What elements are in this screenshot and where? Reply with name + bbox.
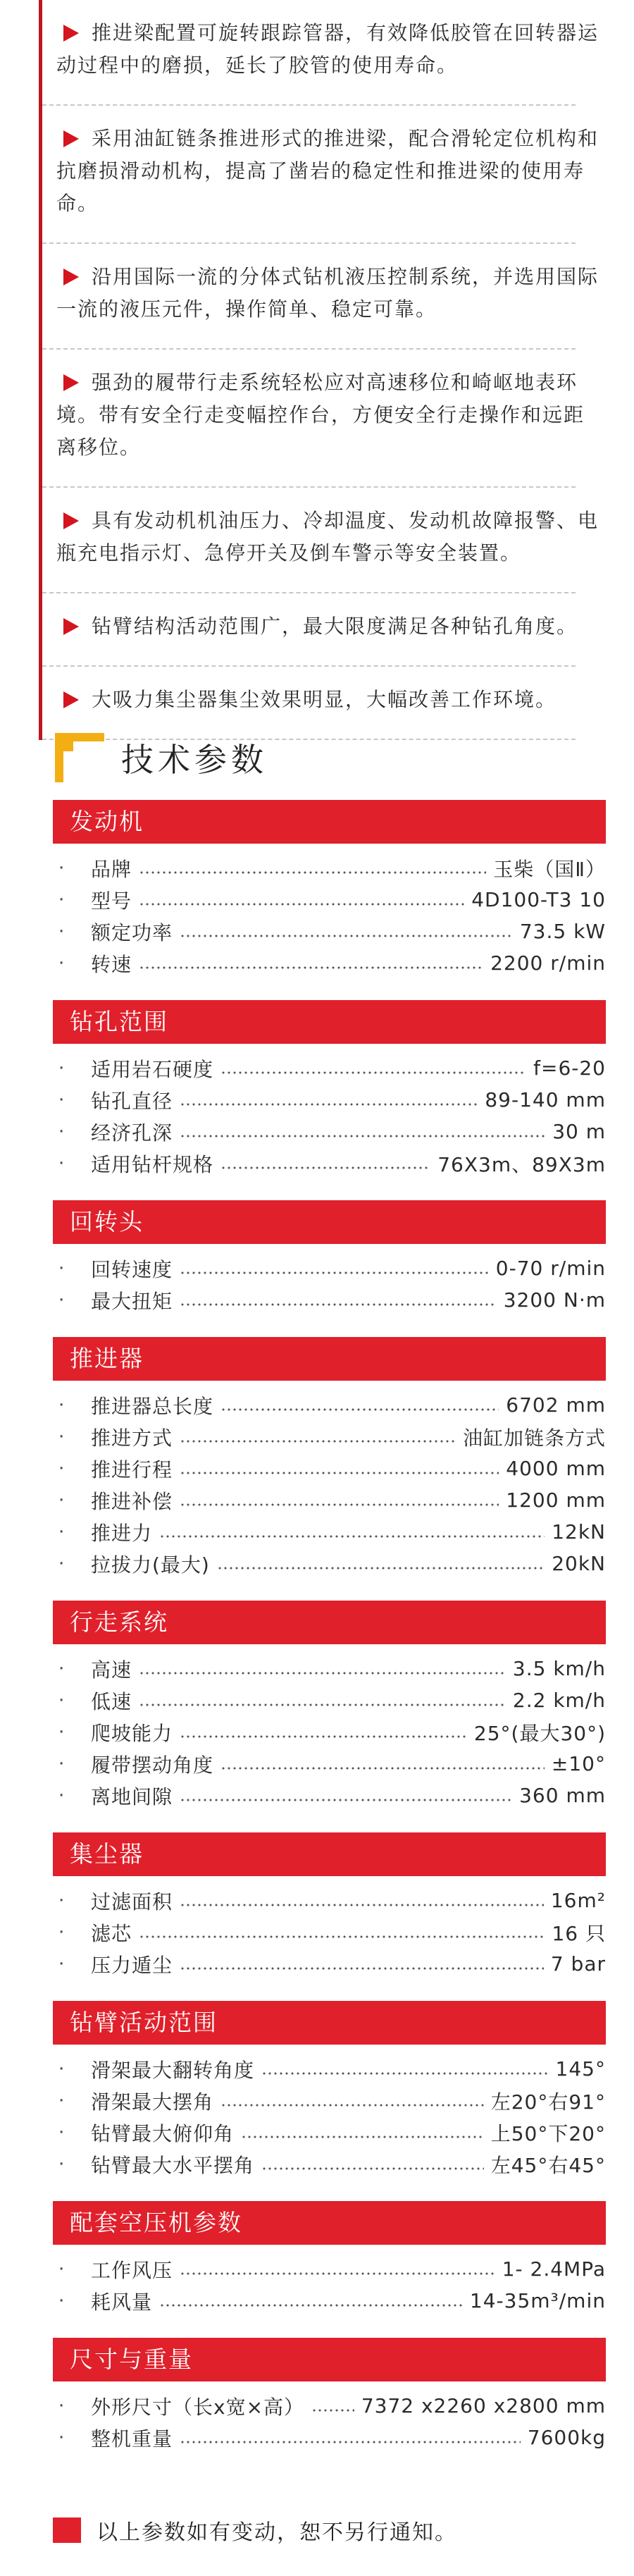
spec-value: 左20°右91°: [490, 2090, 606, 2114]
spec-row: [53, 1084, 606, 1116]
spec-row: [53, 1052, 606, 1084]
spec-row: [53, 1453, 606, 1484]
spec-row: [53, 1780, 606, 1811]
spec-label: 额定功率: [91, 920, 173, 944]
dot-leader: [217, 1567, 545, 1570]
spec-row: [53, 2148, 606, 2180]
spec-value: 3.5 km/h: [512, 1657, 606, 1680]
bullet-dot: ·: [58, 1521, 65, 1543]
bullet-dot: ·: [58, 2395, 65, 2417]
feature-item: [39, 593, 609, 667]
bullet-dot: ·: [58, 1394, 65, 1416]
dot-leader: [180, 1271, 489, 1274]
spec-label: 适用岩石硬度: [91, 1057, 214, 1081]
spec-row: [53, 1389, 606, 1421]
dot-leader: [180, 2441, 521, 2443]
spec-value: 6702 mm: [506, 1393, 606, 1417]
bullet-dot: ·: [58, 2258, 65, 2280]
spec-label: 最大扭矩: [91, 1289, 173, 1313]
section-header: 发动机: [53, 800, 606, 844]
spec-value: 7600kg: [527, 2426, 606, 2449]
spec-label: 压力遁尘: [91, 1953, 173, 1977]
section-header: 尺寸与重量: [53, 2338, 606, 2381]
spec-label: 拉拔力(最大): [91, 1553, 210, 1577]
spec-value: 76X3m、89X3m: [437, 1152, 606, 1176]
bullet-dot: ·: [58, 952, 65, 974]
spec-label: 转速: [91, 952, 132, 976]
spec-label: 外形尺寸（长x宽×高）: [91, 2395, 305, 2419]
spec-row: [53, 2390, 606, 2422]
spec-value: 7372 x2260 x2800 mm: [361, 2394, 606, 2417]
spec-value: f=6-20: [533, 1056, 606, 1080]
section-body: [53, 1044, 606, 1200]
dot-leader: [159, 1535, 545, 1538]
spec-value: 1- 2.4MPa: [502, 2257, 606, 2281]
bullet-dot: ·: [58, 857, 65, 879]
spec-value: 14-35m³/min: [469, 2289, 606, 2312]
spec-label: 适用钻杆规格: [91, 1152, 214, 1176]
dot-leader: [261, 2072, 549, 2075]
feature-text: 钻臂结构活动范围广，最大限度满足各种钻孔角度。: [92, 615, 578, 638]
spec-label: 滤芯: [91, 1921, 132, 1945]
spec-value: 12kN: [552, 1520, 606, 1543]
feature-item: [39, 244, 609, 350]
bullet-dot: ·: [58, 2427, 65, 2448]
section-header: 行走系统: [53, 1601, 606, 1644]
dot-leader: [220, 1166, 430, 1169]
spec-row: [53, 2085, 606, 2116]
spec-row: [53, 2285, 606, 2317]
section-body: [53, 1244, 606, 1337]
spec-row: [53, 2053, 606, 2085]
spec-label: 型号: [91, 889, 132, 913]
feature-text: 采用油缸链条推进形式的推进梁，配合滑轮定位机构和抗磨损滑动机构，提高了凿岩的稳定性和推进梁的使用寿命。: [56, 127, 599, 215]
dot-leader: [139, 966, 483, 969]
section-header: 集尘器: [53, 1832, 606, 1876]
feature-item: [39, 106, 609, 244]
feature-text: 强劲的履带行走系统轻松应对高速移位和崎岖地表环境。带有安全行走变幅控作台，方便安全行走操作和远距离移位。: [56, 371, 585, 459]
section-header: 钻臂活动范围: [53, 2001, 606, 2045]
spec-value: 玉柴（国Ⅱ）: [493, 857, 606, 881]
dot-leader: [180, 1967, 544, 1970]
dot-leader: [180, 1103, 478, 1106]
spec-value: ±10°: [551, 1752, 606, 1775]
bullet-dot: ·: [58, 1658, 65, 1680]
dot-leader: [311, 2409, 354, 2412]
bullet-dot: ·: [58, 1121, 65, 1142]
bullet-dot: ·: [58, 2290, 65, 2312]
section-header: 推进器: [53, 1337, 606, 1381]
spec-label: 耗风量: [91, 2290, 153, 2314]
spec-row: [53, 947, 606, 979]
red-triangle-icon: [63, 618, 79, 635]
spec-row: [53, 2422, 606, 2453]
footnote: [53, 2513, 457, 2548]
red-triangle-icon: [63, 512, 79, 529]
bullet-dot: ·: [58, 1953, 65, 1975]
feature-text: 大吸力集尘器集尘效果明显，大幅改善工作环境。: [92, 688, 557, 711]
spec-row: [53, 1653, 606, 1684]
red-triangle-icon: [63, 25, 79, 42]
spec-row: [53, 1484, 606, 1516]
spec-label: 推进力: [91, 1521, 153, 1545]
dot-leader: [139, 1672, 506, 1675]
spec-label: 离地间隙: [91, 1785, 173, 1808]
bullet-dot: ·: [58, 2121, 65, 2143]
title-square-icon: [55, 733, 104, 782]
dot-leader: [180, 1904, 544, 1906]
spec-row: [53, 2116, 606, 2148]
feature-text: 沿用国际一流的分体式钻机液压控制系统，并选用国际一流的液压元件，操作简单、稳定可靠。: [56, 265, 599, 321]
spec-row: [53, 1885, 606, 1916]
spec-row: [53, 1948, 606, 1980]
spec-label: 爬坡能力: [91, 1721, 173, 1745]
spec-label: 推进方式: [91, 1426, 173, 1450]
bullet-dot: ·: [58, 1152, 65, 1174]
spec-value: 145°: [555, 2057, 606, 2081]
dot-leader: [139, 1703, 506, 1706]
red-triangle-icon: [63, 374, 79, 391]
spec-row: [53, 1716, 606, 1748]
section-header: 回转头: [53, 1200, 606, 1244]
section-body: [53, 1644, 606, 1832]
dot-leader: [180, 1472, 499, 1474]
note-text: 以上参数如有变动，恕不另行通知。: [97, 2520, 457, 2545]
dot-leader: [180, 1135, 545, 1138]
spec-value: 25°(最大30°): [473, 1721, 606, 1745]
dot-leader: [220, 1767, 545, 1770]
spec-label: 滑架最大摆角: [91, 2090, 214, 2114]
spec-value: 73.5 kW: [519, 920, 606, 943]
dot-leader: [180, 935, 513, 937]
feature-item: [39, 0, 609, 106]
spec-value: 7 bar: [550, 1952, 606, 1976]
dot-leader: [180, 1303, 497, 1306]
spec-value: 30 m: [552, 1120, 606, 1143]
bullet-dot: ·: [58, 1257, 65, 1279]
spec-row: [53, 852, 606, 884]
spec-row: [53, 1116, 606, 1147]
bullet-dot: ·: [58, 2058, 65, 2080]
spec-label: 低速: [91, 1689, 132, 1713]
feature-item: [39, 488, 609, 593]
bullet-dot: ·: [58, 1921, 65, 1943]
spec-label: 过滤面积: [91, 1890, 173, 1913]
spec-value: 4D100-T3 10: [471, 888, 606, 911]
spec-row: [53, 1548, 606, 1579]
dot-leader: [139, 903, 464, 906]
bullet-dot: ·: [58, 1489, 65, 1511]
red-triangle-icon: [63, 691, 79, 708]
spec-label: 钻臂最大水平摆角: [91, 2153, 255, 2177]
spec-value: 左45°右45°: [490, 2153, 606, 2177]
spec-value: 2.2 km/h: [512, 1689, 606, 1712]
spec-label: 整机重量: [91, 2427, 173, 2451]
dot-leader: [220, 1408, 499, 1411]
spec-row: [53, 916, 606, 947]
spec-value: 3200 N·m: [503, 1288, 606, 1312]
section-body: [53, 1876, 606, 2001]
spec-row: [53, 1748, 606, 1780]
spec-row: [53, 1916, 606, 1948]
spec-label: 经济孔深: [91, 1121, 173, 1145]
spec-label: 回转速度: [91, 1257, 173, 1281]
section-body: [53, 2381, 606, 2475]
dot-leader: [261, 2167, 484, 2170]
spec-label: 推进补偿: [91, 1489, 173, 1513]
spec-value: 油缸加链条方式: [462, 1426, 606, 1450]
feature-item: [39, 350, 609, 488]
bullet-dot: ·: [58, 1890, 65, 1911]
section-body: [53, 844, 606, 1000]
bullet-dot: ·: [58, 1721, 65, 1743]
bullet-dot: ·: [58, 1689, 65, 1711]
section-title: [55, 726, 268, 789]
spec-row: [53, 1516, 606, 1548]
spec-label: 钻孔直径: [91, 1089, 173, 1113]
dot-leader: [159, 2304, 463, 2307]
spec-label: 推进器总长度: [91, 1394, 214, 1418]
dot-leader: [139, 871, 486, 874]
note-square-icon: [53, 2518, 81, 2543]
spec-label: 履带摆动角度: [91, 1753, 214, 1777]
dot-leader: [180, 1735, 467, 1738]
spec-label: 品牌: [91, 857, 132, 881]
spec-value: 89-140 mm: [485, 1088, 606, 1111]
dot-leader: [180, 1799, 512, 1801]
spec-row: [53, 884, 606, 916]
section-body: [53, 2045, 606, 2201]
spec-row: [53, 1284, 606, 1316]
spec-value: 360 mm: [519, 1784, 606, 1807]
spec-label: 高速: [91, 1658, 132, 1682]
spec-value: 4000 mm: [506, 1457, 606, 1480]
dot-leader: [139, 1935, 545, 1938]
spec-row: [53, 1252, 606, 1284]
bullet-dot: ·: [58, 1785, 65, 1806]
section-body: [53, 1381, 606, 1601]
section-header: 配套空压机参数: [53, 2201, 606, 2245]
spec-value: 16 只: [552, 1921, 606, 1945]
red-triangle-icon: [63, 269, 79, 285]
spec-label: 钻臂最大俯仰角: [91, 2121, 235, 2145]
page-title: 技术参数: [121, 741, 268, 779]
bullet-dot: ·: [58, 920, 65, 942]
red-triangle-icon: [63, 130, 79, 147]
bullet-dot: ·: [58, 1426, 65, 1448]
spec-label: 推进行程: [91, 1458, 173, 1481]
dot-leader: [180, 1440, 456, 1443]
spec-value: 1200 mm: [506, 1489, 606, 1512]
bullet-dot: ·: [58, 1553, 65, 1574]
spec-value: 16m²: [550, 1889, 606, 1912]
dot-leader: [241, 2136, 484, 2138]
bullet-dot: ·: [58, 1289, 65, 1311]
feature-text: 具有发动机机油压力、冷却温度、发动机故障报警、电瓶充电指示灯、急停开关及倒车警示等安全装置。: [56, 509, 599, 565]
bullet-dot: ·: [58, 889, 65, 911]
spec-row: [53, 1147, 606, 1179]
spec-value: 2200 r/min: [490, 951, 606, 975]
spec-value: 上50°下20°: [490, 2121, 606, 2145]
spec-label: 滑架最大翻转角度: [91, 2058, 255, 2082]
bullet-dot: ·: [58, 1089, 65, 1111]
spec-sections: [53, 800, 606, 2475]
spec-row: [53, 2253, 606, 2285]
spec-row: [53, 1421, 606, 1453]
dot-leader: [220, 2104, 484, 2107]
spec-label: 工作风压: [91, 2258, 173, 2282]
bullet-dot: ·: [58, 1753, 65, 1775]
spec-value: 0-70 r/min: [495, 1257, 606, 1280]
section-header: 钻孔范围: [53, 1000, 606, 1044]
feature-list: [39, 0, 609, 740]
bullet-dot: ·: [58, 1458, 65, 1479]
dot-leader: [180, 1503, 499, 1506]
bullet-dot: ·: [58, 2153, 65, 2175]
section-body: [53, 2245, 606, 2338]
spec-value: 20kN: [552, 1552, 606, 1575]
dot-leader: [180, 2272, 495, 2275]
feature-text: 推进梁配置可旋转跟踪管器，有效降低胶管在回转器运动过程中的磨损，延长了胶管的使用寿命。: [56, 21, 599, 77]
bullet-dot: ·: [58, 1057, 65, 1079]
bullet-dot: ·: [58, 2090, 65, 2112]
dot-leader: [220, 1071, 526, 1074]
spec-row: [53, 1684, 606, 1716]
